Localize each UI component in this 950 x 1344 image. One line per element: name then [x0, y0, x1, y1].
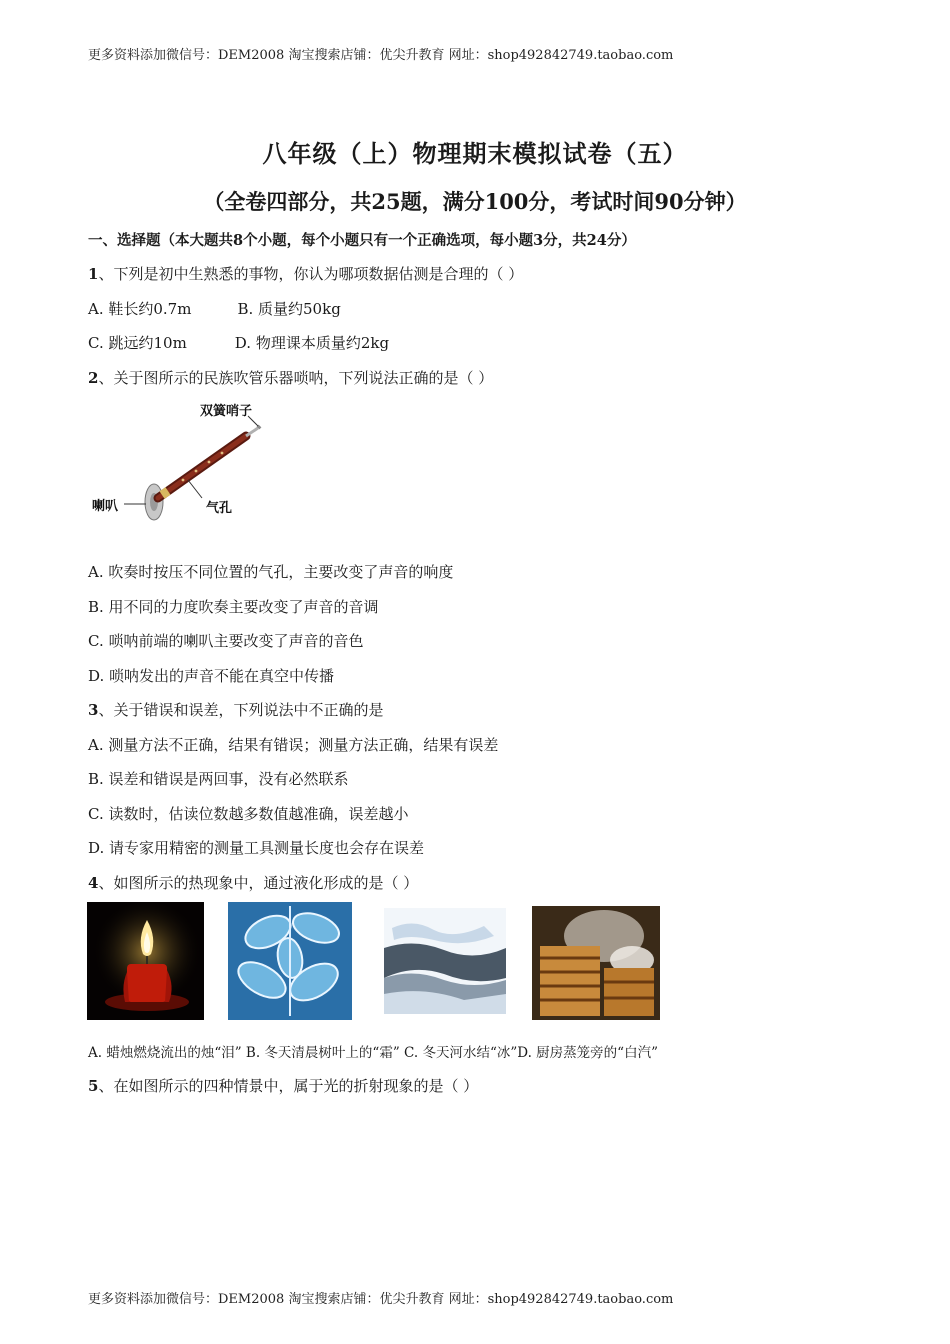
question-4-options: A. 蜡烛燃烧流出的烛“泪” B. 冬天清晨树叶上的“霜” C. 冬天河水结“冰”D. 厨房蒸笼旁的“白汽”: [88, 1045, 658, 1061]
question-2-option-c: C. 唢呐前端的喇叭主要改变了声音的音色: [88, 632, 364, 650]
exam-title: 八年级（上）物理期末模拟试卷（五）: [262, 139, 688, 168]
question-3-option-c: C. 读数时，估读位数越多数值越准确，误差越小: [88, 805, 409, 823]
section-heading: 一、选择题（本大题共8个小题，每个小题只有一个正确选项，每小题3分，共24分）: [88, 232, 636, 249]
steamer-image: [532, 906, 660, 1020]
question-1: 1、下列是初中生熟悉的事物，你认为哪项数据估测是合理的（ ）: [88, 265, 524, 283]
question-1-options-row1: [88, 298, 341, 319]
option-a: A. 鞋长约0.7m: [88, 300, 192, 318]
question-2-stem: 、关于图所示的民族吹管乐器唢呐，下列说法正确的是（ ）: [98, 369, 494, 387]
label-hole: 气孔: [206, 501, 233, 516]
question-1-options-row2: [88, 332, 389, 353]
candle-image: [87, 902, 204, 1020]
question-5: 5、在如图所示的四种情景中，属于光的折射现象的是（ ）: [88, 1077, 479, 1095]
question-4-stem: 、如图所示的热现象中，通过液化形成的是（ ）: [98, 874, 419, 892]
question-2-option-d: D. 唢呐发出的声音不能在真空中传播: [88, 667, 335, 685]
question-4: 4、如图所示的热现象中，通过液化形成的是（ ）: [88, 874, 419, 892]
page-header: 更多资料添加微信号：DEM2008 淘宝搜索店铺：优尖升教育 网址：shop492842749.taobao.com: [88, 48, 674, 63]
question-2-option-a: A. 吹奏时按压不同位置的气孔，主要改变了声音的响度: [88, 563, 454, 581]
exam-subtitle: （全卷四部分，共25题，满分100分，考试时间90分钟）: [203, 189, 747, 214]
option-d: D. 物理课本质量约2kg: [234, 334, 390, 352]
suona-figure: [88, 398, 288, 538]
question-3: 3、关于错误和误差，下列说法中不正确的是: [88, 701, 384, 719]
page-footer: 更多资料添加微信号：DEM2008 淘宝搜索店铺：优尖升教育 网址：shop492842749.taobao.com: [88, 1292, 674, 1307]
option-c: C. 跳远约10m: [88, 334, 187, 352]
question-3-option-a: A. 测量方法不正确，结果有错误；测量方法正确，结果有误差: [88, 736, 499, 754]
label-reed: 双簧哨子: [200, 404, 253, 419]
label-horn: 喇叭: [92, 499, 119, 514]
question-3-stem: 、关于错误和误差，下列说法中不正确的是: [98, 701, 384, 719]
question-1-stem: 、下列是初中生熟悉的事物，你认为哪项数据估测是合理的（ ）: [98, 265, 524, 283]
frozen-river-image: [384, 908, 506, 1014]
question-3-option-d: D. 请专家用精密的测量工具测量长度也会存在误差: [88, 839, 425, 857]
question-2: 2、关于图所示的民族吹管乐器唢呐，下列说法正确的是（ ）: [88, 369, 494, 387]
option-b: B. 质量约50kg: [237, 300, 341, 318]
question-2-option-b: B. 用不同的力度吹奏主要改变了声音的音调: [88, 598, 379, 616]
question-3-option-b: B. 误差和错误是两回事，没有必然联系: [88, 770, 349, 788]
frost-leaves-image: [228, 902, 352, 1020]
suona-image: [88, 398, 288, 538]
question-5-stem: 、在如图所示的四种情景中，属于光的折射现象的是（ ）: [98, 1077, 479, 1095]
